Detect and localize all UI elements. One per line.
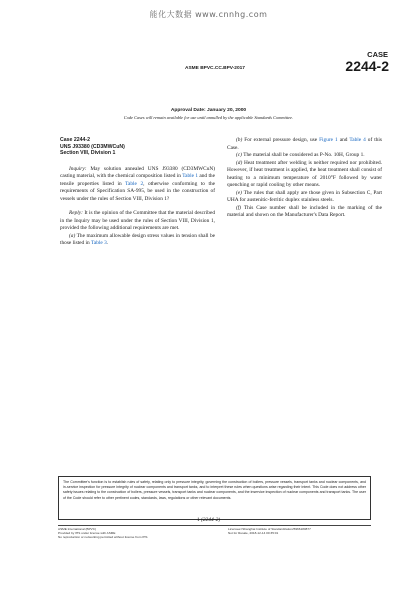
case-heading — [60, 137, 215, 157]
inquiry-text-b: and the tensile properties listed in — [60, 173, 215, 187]
table-3-link[interactable]: Table 3 — [90, 240, 107, 247]
code-name: ASME BPVC.CC.BPV-2017 — [185, 66, 245, 71]
item-f — [227, 205, 382, 220]
availability-notice: Code Cases will remain available for use until annulled by the applicable Standards Committee. — [123, 115, 294, 120]
item-e-text: The rules that shall apply are those given in Subsection C, Part UHA for austenitic-ferritic duplex stainless steels. — [227, 189, 382, 203]
inquiry-paragraph — [60, 166, 215, 204]
item-a-end: . — [106, 240, 109, 247]
item-f-label: (f) — [236, 204, 242, 211]
item-e — [227, 190, 382, 205]
table-4-link[interactable]: Table 4 — [349, 137, 366, 143]
case-line: Case 2244-2 — [60, 137, 90, 143]
imprint-left-line: Provided by IHS under license with ASME — [58, 530, 116, 535]
item-b-text-b: and — [339, 137, 348, 143]
item-d-text: Heat treatment after welding is neither required nor prohibited. However, if heat treatment is applied, the heat treatment shall consist of heating to a minimum temperature of 2010°F followed by water quenching or rapid cooling by other means. — [227, 159, 382, 188]
watermark: 能化大数据 www.cnnhg.com — [149, 10, 268, 19]
footer-rule — [58, 525, 371, 526]
item-a-label: (a) — [69, 232, 76, 239]
item-d-label: (d) — [236, 159, 243, 166]
item-a-text: The maximum allowable design stress values in tension shall be those listed in — [60, 232, 215, 247]
right-column — [227, 137, 382, 220]
item-c-label: (c) — [236, 152, 242, 158]
imprint-left — [58, 528, 147, 540]
imprint-right-line: Not for Resale, 2018-12-14 00:35:01 — [228, 530, 279, 535]
item-d — [227, 160, 382, 190]
case-label: CASE — [367, 50, 388, 59]
imprint-left-line: ASME International (BPVC) — [58, 527, 96, 531]
left-column — [60, 137, 215, 248]
item-c — [227, 152, 382, 160]
item-b-text-c: of this Case. — [227, 137, 382, 151]
item-e-label: (e) — [236, 189, 242, 196]
inquiry-label: Inquiry: — [69, 165, 87, 172]
reply-text: It is the opinion of the Committee that the material described in the Inquiry may be used under the rules of Section VIII, Division 1, provided the following additional requirements are met. — [60, 210, 215, 232]
item-b — [227, 137, 382, 152]
committee-notice-box: The Committee's function is to establish rules of safety, relating only to pressure integrity, governing the construction of boilers, pressure vessels, transport tanks and nuclear components, and in-service inspection for pressure integrity of nuclear components and transport tanks, and to interpret these rules when questions arise regarding their intent. This Code does not address other safety issues relating to the construction of boilers, pressure vessels, transport tanks and nuclear components, and the inservice inspection of nuclear components and transport tanks. The user of the Code should refer to other pertinent codes, standards, laws, regulations or other relevant documents. — [58, 476, 371, 520]
item-f-text: This Case number shall be included in the marking of the material and shown on the Manufacturer's Data Report. — [227, 204, 382, 218]
item-b-label: (b) — [236, 137, 243, 143]
imprint-right-line: Licensee=Shanghai Institute of Standardization/5966180877 — [228, 527, 311, 531]
page-num-value: 1 — [196, 517, 200, 523]
inquiry-text-a: May solution annealed UNS J93380 (CD3MWCuN) casting material, with the chemical composition listed in — [60, 165, 216, 180]
imprint-left-line: No reproduction or networking permitted without license from IHS — [58, 534, 148, 539]
table-2-link[interactable]: Table 2 — [125, 180, 144, 187]
item-c-text: The material shall be considered as P-No. 10H, Group 1. — [243, 152, 365, 158]
uns-line: UNS J93380 (CD3MWCuN) — [60, 143, 125, 150]
case-number: 2244-2 — [345, 58, 389, 74]
imprint-right — [228, 528, 311, 536]
reply-paragraph — [60, 210, 215, 233]
item-a — [60, 233, 215, 248]
page-case-ref: (2244-2) — [200, 517, 221, 523]
page-number — [0, 517, 417, 523]
item-b-text-a: For external pressure design, use — [244, 137, 318, 143]
figure-1-link[interactable]: Figure 1 — [319, 137, 338, 143]
reply-label: Reply: — [69, 210, 83, 217]
approval-date: Approval Date: January 20, 2000 — [170, 108, 247, 113]
inquiry-text-c: , otherwise conforming to the requirements of Specification SA-995, be used in the construction of vessels under the rules of Section VIII, Division 1? — [60, 180, 215, 202]
table-1-link[interactable]: Table 1 — [182, 173, 199, 180]
section-line: Section VIII, Division 1 — [60, 150, 116, 157]
